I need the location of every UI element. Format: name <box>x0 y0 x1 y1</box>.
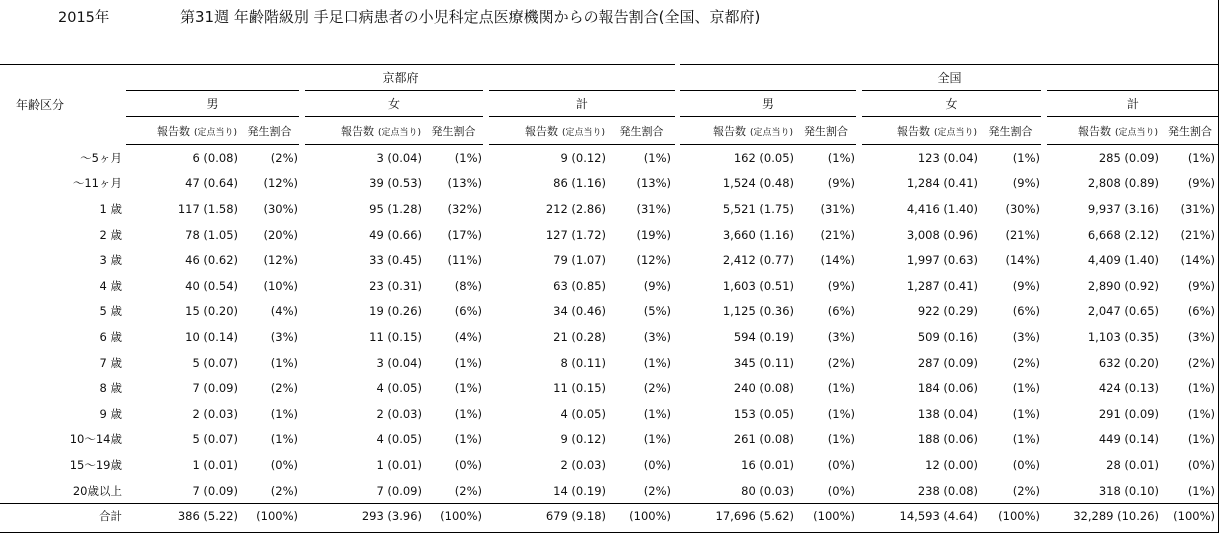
age-label: 7 歳 <box>99 355 122 370</box>
kyoto-total-count: 63 (0.85) <box>553 278 606 293</box>
national-total-count: 2,808 (0.89) <box>1087 176 1160 191</box>
kyoto-female-rate: (1%) <box>454 406 482 421</box>
national-female-rate: (2%) <box>1012 483 1041 498</box>
national-female-rate: (6%) <box>1012 304 1041 319</box>
kyoto-total-header: 計 <box>486 91 675 117</box>
national-female-count: 287 (0.09) <box>917 355 979 370</box>
national-total-rate-header: 発生割合 <box>1161 117 1219 145</box>
total-row <box>0 504 1219 529</box>
national-female-rate: (2%) <box>1012 355 1041 370</box>
national-female-rate: (0%) <box>1012 457 1041 472</box>
national-male-count: 240 (0.08) <box>733 381 795 396</box>
national-male-count: 5,521 (1.75) <box>722 201 795 216</box>
kyoto-total-count: 9 (0.12) <box>560 150 606 165</box>
kyoto-male-header: 男 <box>126 91 302 117</box>
kyoto-total-rate: (31%) <box>636 201 672 216</box>
kyoto-female-rate: (32%) <box>447 201 482 216</box>
kyoto-female-rate: (17%) <box>447 227 482 242</box>
national-total-rate: (1%) <box>1187 381 1216 396</box>
national-total-count: 32,289 (10.26) <box>1044 504 1161 529</box>
gender-header-row <box>0 91 1219 117</box>
national-total-rate: (2%) <box>1187 355 1216 370</box>
age-label: 15〜19歳 <box>69 457 122 472</box>
kyoto-total-rate: (9%) <box>643 278 672 293</box>
national-female-rate: (1%) <box>1012 381 1041 396</box>
national-female-rate: (14%) <box>1005 253 1041 268</box>
report-table <box>0 64 1219 528</box>
kyoto-male-rate: (1%) <box>270 406 298 421</box>
national-total-rate: (1%) <box>1187 150 1216 165</box>
count-sub-label: (定点当り) <box>561 127 605 138</box>
kyoto-female-count: 23 (0.31) <box>369 278 422 293</box>
kyoto-male-rate: (4%) <box>270 304 298 319</box>
count-sub-label: (定点当り) <box>749 127 794 138</box>
national-female-rate: (21%) <box>1005 227 1041 242</box>
kyoto-female-count: 3 (0.04) <box>376 150 422 165</box>
national-female-count-header <box>859 117 980 145</box>
kyoto-male-rate: (100%) <box>240 504 302 529</box>
national-male-count: 1,125 (0.36) <box>722 304 795 319</box>
kyoto-male-rate: (20%) <box>263 227 298 242</box>
kyoto-female-count: 19 (0.26) <box>369 304 422 319</box>
table-row <box>0 324 1219 350</box>
kyoto-female-rate: (1%) <box>454 381 482 396</box>
region-national: 全国 <box>680 65 1219 91</box>
national-female-count: 184 (0.06) <box>917 381 979 396</box>
kyoto-female-rate: (2%) <box>454 483 482 498</box>
kyoto-total-rate: (12%) <box>636 253 672 268</box>
count-label: 報告数 <box>1077 124 1111 138</box>
kyoto-male-count-header <box>126 117 240 145</box>
age-header: 年齢区分 <box>0 65 126 145</box>
kyoto-male-rate: (1%) <box>270 432 298 447</box>
kyoto-total-rate: (3%) <box>643 329 672 344</box>
kyoto-female-rate: (4%) <box>454 329 482 344</box>
age-label: 6 歳 <box>99 329 122 344</box>
kyoto-female-rate: (0%) <box>454 457 482 472</box>
national-female-rate-header: 発生割合 <box>980 117 1044 145</box>
national-total-count: 9,937 (3.16) <box>1087 201 1160 216</box>
national-female-count: 509 (0.16) <box>917 329 979 344</box>
national-total-count: 6,668 (2.12) <box>1087 227 1160 242</box>
kyoto-female-count: 11 (0.15) <box>369 329 422 344</box>
report-year: 2015年 <box>58 10 110 26</box>
table-row <box>0 145 1219 171</box>
kyoto-male-rate: (12%) <box>263 176 298 191</box>
kyoto-total-count: 2 (0.03) <box>560 457 606 472</box>
national-male-count: 594 (0.19) <box>733 329 795 344</box>
kyoto-total-count: 9 (0.12) <box>560 432 606 447</box>
national-female-count: 14,593 (4.64) <box>859 504 980 529</box>
age-label: 3 歳 <box>99 253 122 268</box>
kyoto-female-rate: (13%) <box>447 176 482 191</box>
kyoto-female-rate: (11%) <box>447 253 482 268</box>
table-row <box>0 478 1219 504</box>
national-male-rate: (1%) <box>827 406 856 421</box>
national-total-rate: (100%) <box>1161 504 1219 529</box>
national-total-count: 28 (0.01) <box>1106 457 1160 472</box>
kyoto-male-rate-header: 発生割合 <box>240 117 302 145</box>
kyoto-total-rate: (1%) <box>643 406 672 421</box>
kyoto-total-count: 86 (1.16) <box>553 176 606 191</box>
table-row <box>0 247 1219 273</box>
national-female-rate: (1%) <box>1012 150 1041 165</box>
table-row <box>0 299 1219 325</box>
kyoto-male-count: 6 (0.08) <box>192 150 238 165</box>
national-female-rate: (9%) <box>1012 278 1041 293</box>
national-male-rate: (1%) <box>827 150 856 165</box>
kyoto-male-count: 2 (0.03) <box>192 406 238 421</box>
kyoto-female-rate: (1%) <box>454 150 482 165</box>
count-label: 報告数 <box>712 124 746 138</box>
table-row <box>0 273 1219 299</box>
national-male-count: 17,696 (5.62) <box>680 504 796 529</box>
age-label: 9 歳 <box>99 406 122 421</box>
kyoto-total-rate-header: 発生割合 <box>608 117 675 145</box>
national-male-rate-header: 発生割合 <box>796 117 859 145</box>
kyoto-male-count: 5 (0.07) <box>192 355 238 370</box>
kyoto-male-rate: (2%) <box>270 150 298 165</box>
national-male-rate: (9%) <box>827 278 856 293</box>
national-male-rate: (6%) <box>827 304 856 319</box>
national-total-count: 291 (0.09) <box>1098 406 1160 421</box>
kyoto-total-count-header <box>486 117 608 145</box>
national-total-count: 285 (0.09) <box>1098 150 1160 165</box>
national-total-count-header <box>1044 117 1161 145</box>
table-row <box>0 401 1219 427</box>
kyoto-male-count: 40 (0.54) <box>185 278 238 293</box>
national-female-count: 922 (0.29) <box>917 304 979 319</box>
age-label: 20歳以上 <box>72 483 122 498</box>
kyoto-male-count: 117 (1.58) <box>177 201 238 216</box>
kyoto-female-count: 1 (0.01) <box>376 457 422 472</box>
kyoto-female-count: 95 (1.28) <box>369 201 422 216</box>
kyoto-total-count: 679 (9.18) <box>486 504 608 529</box>
national-male-count: 261 (0.08) <box>733 432 795 447</box>
national-total-rate: (1%) <box>1187 432 1216 447</box>
kyoto-female-count-header <box>302 117 424 145</box>
national-male-count-header <box>680 117 796 145</box>
kyoto-female-count: 7 (0.09) <box>376 483 422 498</box>
national-total-rate: (6%) <box>1187 304 1216 319</box>
kyoto-total-rate: (1%) <box>643 150 672 165</box>
national-female-count: 1,284 (0.41) <box>906 176 979 191</box>
age-label: 5 歳 <box>99 304 122 319</box>
national-male-rate: (100%) <box>796 504 859 529</box>
count-sub-label: (定点当り) <box>377 127 421 138</box>
kyoto-male-rate: (2%) <box>270 483 298 498</box>
national-female-count: 188 (0.06) <box>917 432 979 447</box>
national-male-rate: (1%) <box>827 381 856 396</box>
kyoto-female-count: 33 (0.45) <box>369 253 422 268</box>
age-label: 〜11ヶ月 <box>72 176 122 191</box>
table-row <box>0 196 1219 222</box>
kyoto-female-count: 39 (0.53) <box>369 176 422 191</box>
region-kyoto: 京都府 <box>126 65 675 91</box>
national-female-count: 1,287 (0.41) <box>906 278 979 293</box>
kyoto-total-rate: (13%) <box>636 176 672 191</box>
kyoto-female-count: 4 (0.05) <box>376 381 422 396</box>
kyoto-total-count: 127 (1.72) <box>545 227 606 242</box>
national-total-count: 449 (0.14) <box>1098 432 1160 447</box>
national-total-rate: (31%) <box>1180 201 1216 216</box>
kyoto-male-rate: (0%) <box>270 457 298 472</box>
national-total-rate: (3%) <box>1187 329 1216 344</box>
national-male-count: 3,660 (1.16) <box>722 227 795 242</box>
count-label: 報告数 <box>340 124 374 138</box>
national-male-count: 1,524 (0.48) <box>722 176 795 191</box>
kyoto-male-count: 5 (0.07) <box>192 432 238 447</box>
national-male-rate: (2%) <box>827 355 856 370</box>
national-male-count: 153 (0.05) <box>733 406 795 421</box>
count-label: 報告数 <box>896 124 930 138</box>
national-total-rate: (0%) <box>1187 457 1216 472</box>
kyoto-total-count: 79 (1.07) <box>553 253 606 268</box>
kyoto-total-rate: (2%) <box>643 381 672 396</box>
kyoto-male-rate: (12%) <box>263 253 298 268</box>
age-label: 1 歳 <box>99 201 122 216</box>
kyoto-male-rate: (1%) <box>270 355 298 370</box>
kyoto-total-count: 4 (0.05) <box>560 406 606 421</box>
kyoto-total-count: 8 (0.11) <box>560 355 606 370</box>
kyoto-female-count: 3 (0.04) <box>376 355 422 370</box>
kyoto-total-rate: (5%) <box>643 304 672 319</box>
kyoto-female-rate: (100%) <box>424 504 486 529</box>
kyoto-male-count: 10 (0.14) <box>185 329 238 344</box>
table-row <box>0 452 1219 478</box>
kyoto-male-count: 78 (1.05) <box>185 227 238 242</box>
table-row <box>0 171 1219 197</box>
age-label: 2 歳 <box>99 227 122 242</box>
kyoto-female-count: 2 (0.03) <box>376 406 422 421</box>
age-label: 8 歳 <box>99 381 122 396</box>
kyoto-total-rate: (1%) <box>643 432 672 447</box>
national-total-header: 計 <box>1044 91 1219 117</box>
national-male-rate: (9%) <box>827 176 856 191</box>
count-sub-label: (定点当り) <box>933 127 978 138</box>
kyoto-male-count: 7 (0.09) <box>192 483 238 498</box>
national-female-count: 138 (0.04) <box>917 406 979 421</box>
national-male-rate: (21%) <box>820 227 856 242</box>
national-total-count: 1,103 (0.35) <box>1087 329 1160 344</box>
national-female-rate: (3%) <box>1012 329 1041 344</box>
national-male-count: 345 (0.11) <box>733 355 795 370</box>
kyoto-female-count: 4 (0.05) <box>376 432 422 447</box>
national-male-rate: (3%) <box>827 329 856 344</box>
kyoto-total-count: 11 (0.15) <box>553 381 606 396</box>
kyoto-total-count: 14 (0.19) <box>553 483 606 498</box>
national-total-rate: (14%) <box>1180 253 1216 268</box>
kyoto-total-rate: (2%) <box>643 483 672 498</box>
kyoto-total-rate: (1%) <box>643 355 672 370</box>
age-label: 10〜14歳 <box>69 432 122 447</box>
national-female-rate: (1%) <box>1012 406 1041 421</box>
national-male-count: 80 (0.03) <box>741 483 795 498</box>
national-total-count: 424 (0.13) <box>1098 381 1160 396</box>
kyoto-total-rate: (100%) <box>608 504 675 529</box>
national-female-count: 4,416 (1.40) <box>906 201 979 216</box>
kyoto-male-count: 7 (0.09) <box>192 381 238 396</box>
kyoto-female-count: 49 (0.66) <box>369 227 422 242</box>
column-header-row <box>0 117 1219 145</box>
kyoto-female-rate: (1%) <box>454 432 482 447</box>
national-total-rate: (21%) <box>1180 227 1216 242</box>
kyoto-total-rate: (0%) <box>643 457 672 472</box>
kyoto-female-rate: (6%) <box>454 304 482 319</box>
national-male-count: 162 (0.05) <box>733 150 795 165</box>
table-row <box>0 427 1219 453</box>
national-total-count: 2,890 (0.92) <box>1087 278 1160 293</box>
kyoto-female-rate: (8%) <box>454 278 482 293</box>
national-female-rate: (30%) <box>1005 201 1041 216</box>
count-label: 報告数 <box>524 124 558 138</box>
count-label: 報告数 <box>156 124 190 138</box>
national-female-count: 12 (0.00) <box>925 457 979 472</box>
table-row <box>0 375 1219 401</box>
kyoto-female-rate-header: 発生割合 <box>424 117 486 145</box>
kyoto-total-count: 21 (0.28) <box>553 329 606 344</box>
kyoto-female-header: 女 <box>302 91 486 117</box>
national-total-rate: (9%) <box>1187 278 1216 293</box>
kyoto-male-rate: (3%) <box>270 329 298 344</box>
kyoto-female-rate: (1%) <box>454 355 482 370</box>
kyoto-male-rate: (10%) <box>263 278 298 293</box>
national-female-rate: (9%) <box>1012 176 1041 191</box>
kyoto-male-rate: (2%) <box>270 381 298 396</box>
national-female-count: 1,997 (0.63) <box>906 253 979 268</box>
table-row <box>0 350 1219 376</box>
national-male-rate: (31%) <box>820 201 856 216</box>
national-total-rate: (9%) <box>1187 176 1216 191</box>
national-male-count: 16 (0.01) <box>741 457 795 472</box>
count-sub-label: (定点当り) <box>1114 127 1159 138</box>
national-male-rate: (14%) <box>820 253 856 268</box>
count-sub-label: (定点当り) <box>193 127 237 138</box>
kyoto-male-count: 47 (0.64) <box>185 176 238 191</box>
kyoto-total-rate: (19%) <box>636 227 672 242</box>
national-male-count: 1,603 (0.51) <box>722 278 795 293</box>
age-label: 〜5ヶ月 <box>80 150 122 165</box>
kyoto-female-count: 293 (3.96) <box>302 504 424 529</box>
region-header-row <box>0 65 1219 91</box>
national-female-count: 238 (0.08) <box>917 483 979 498</box>
national-total-count: 2,047 (0.65) <box>1087 304 1160 319</box>
kyoto-male-count: 46 (0.62) <box>185 253 238 268</box>
kyoto-total-count: 212 (2.86) <box>545 201 606 216</box>
kyoto-total-count: 34 (0.46) <box>553 304 606 319</box>
national-male-rate: (0%) <box>827 483 856 498</box>
table-row <box>0 222 1219 248</box>
national-female-rate: (100%) <box>980 504 1044 529</box>
national-female-rate: (1%) <box>1012 432 1041 447</box>
age-label: 4 歳 <box>99 278 122 293</box>
national-male-count: 2,412 (0.77) <box>722 253 795 268</box>
national-male-rate: (1%) <box>827 432 856 447</box>
kyoto-male-count: 1 (0.01) <box>192 457 238 472</box>
national-total-count: 4,409 (1.40) <box>1087 253 1160 268</box>
kyoto-male-count: 386 (5.22) <box>126 504 240 529</box>
national-total-rate: (1%) <box>1187 406 1216 421</box>
national-female-count: 3,008 (0.96) <box>906 227 979 242</box>
age-label: 合計 <box>0 504 126 529</box>
kyoto-male-rate: (30%) <box>263 201 298 216</box>
national-female-header: 女 <box>859 91 1044 117</box>
national-total-count: 318 (0.10) <box>1098 483 1160 498</box>
national-female-count: 123 (0.04) <box>917 150 979 165</box>
national-total-rate: (1%) <box>1187 483 1216 498</box>
kyoto-male-count: 15 (0.20) <box>185 304 238 319</box>
national-male-header: 男 <box>680 91 859 117</box>
national-male-rate: (0%) <box>827 457 856 472</box>
national-total-count: 632 (0.20) <box>1098 355 1160 370</box>
report-title: 第31週 年齢階級別 手足口病患者の小児科定点医療機関からの報告割合(全国、京都府) <box>180 8 761 26</box>
